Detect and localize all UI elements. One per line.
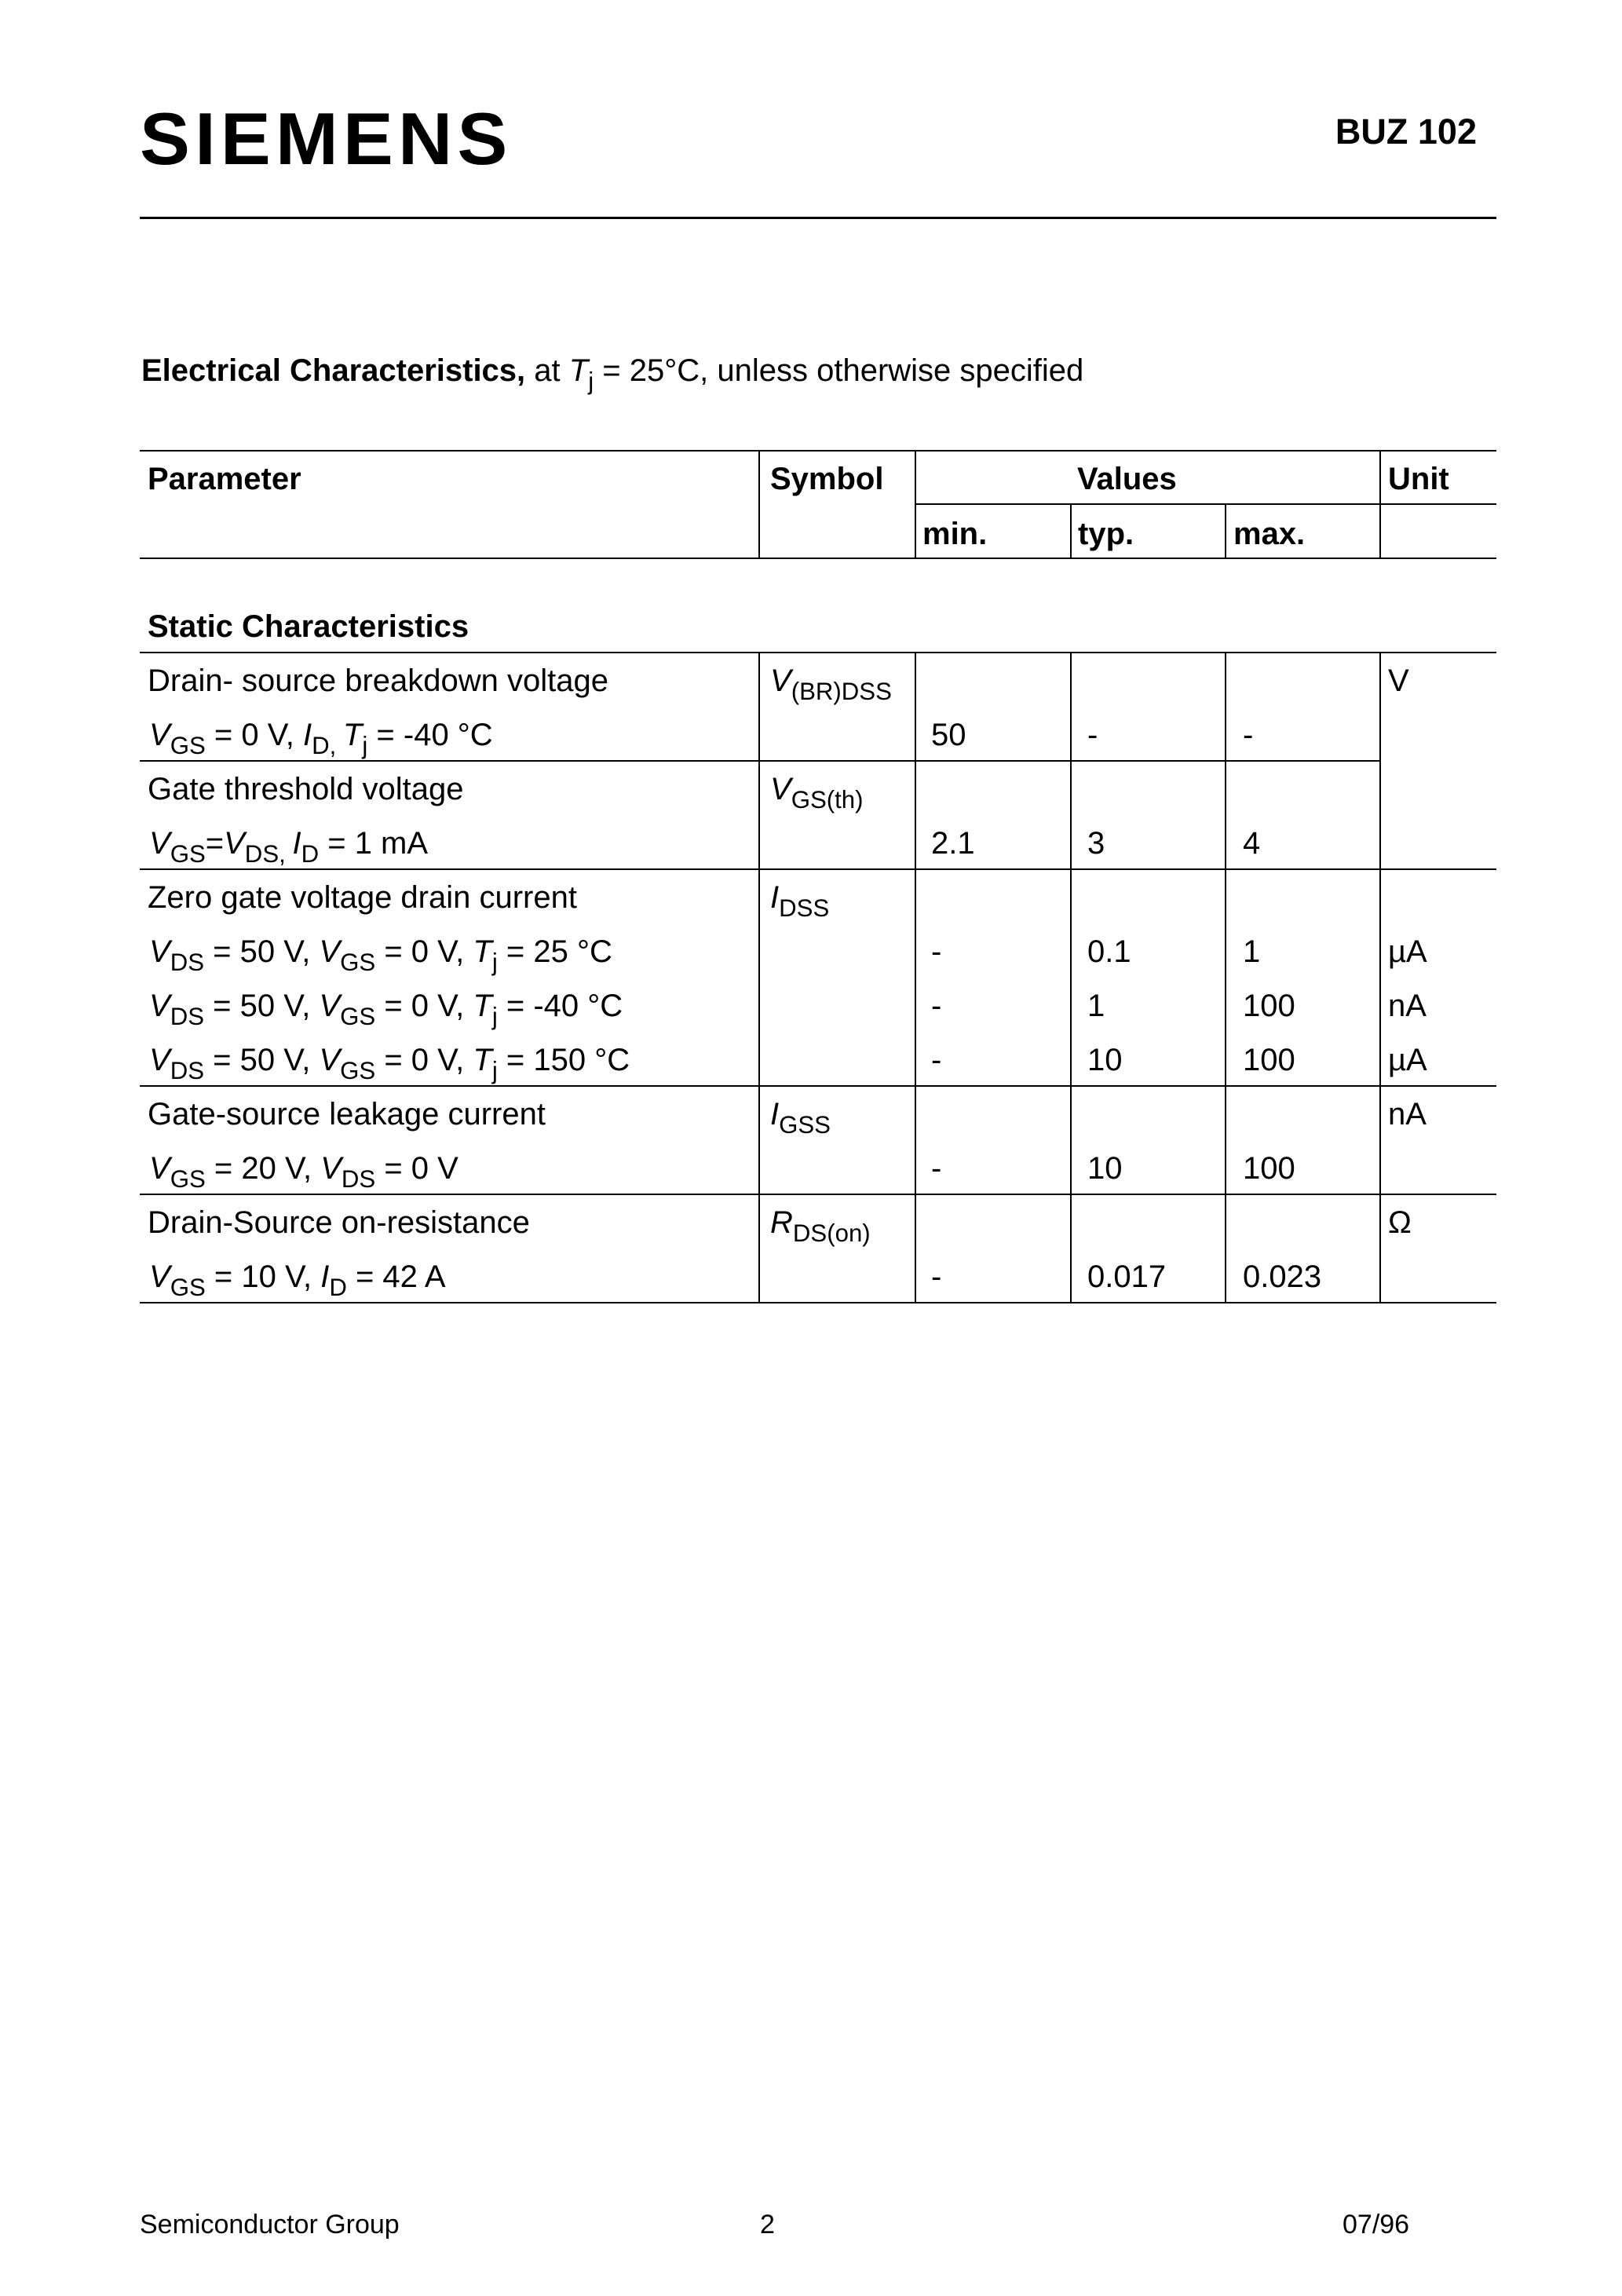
condition-sub: j	[491, 1056, 498, 1084]
unit-column-divider	[1379, 868, 1381, 1085]
condition-text: $V_{GS}=V_{DS,}$ $I_D = 1$ mA	[149, 826, 429, 868]
unit-column-divider	[1379, 1085, 1381, 1194]
values-sub-rule	[915, 503, 1496, 505]
condition-sub: GS	[170, 731, 206, 759]
footer-date: 07/96	[1343, 2210, 1410, 2239]
table-top-rule	[140, 450, 1496, 452]
column-divider	[758, 1085, 760, 1194]
column-divider	[758, 760, 760, 868]
typ-value: 1	[1087, 989, 1105, 1023]
symbol-main: I	[770, 1097, 780, 1132]
condition-var: V	[149, 826, 170, 861]
max-value: 4	[1243, 826, 1261, 861]
symbol-sub: (BR)DSS	[791, 677, 892, 705]
condition-text: $V_{GS} = 20$ V, $V_{DS} = 0$ V	[149, 1151, 458, 1193]
condition-sub: DS	[170, 1056, 205, 1084]
part-number: BUZ 102	[1335, 112, 1477, 152]
condition-var: V	[149, 718, 170, 752]
parameter-name: Drain- source breakdown voltage	[148, 664, 608, 698]
parameter-symbol	[770, 880, 830, 922]
parameter-name: Drain-Source on-resistance	[148, 1205, 530, 1240]
unit-value: µA	[1388, 1043, 1427, 1077]
max-value: 100	[1243, 989, 1295, 1023]
column-divider	[1070, 652, 1072, 760]
unit-value: Ω	[1388, 1205, 1412, 1240]
typ-value: -	[1087, 718, 1098, 752]
condition-sub: j	[362, 731, 368, 759]
parameter-name: Zero gate voltage drain current	[148, 880, 577, 915]
column-divider	[1225, 868, 1226, 1085]
parameter-name: Gate-source leakage current	[148, 1097, 546, 1132]
symbol-sub: GS(th)	[791, 785, 864, 813]
group-bottom-rule	[140, 760, 1381, 762]
condition-var: T	[473, 1043, 492, 1077]
min-value: -	[931, 1151, 942, 1186]
symbol-main: V	[770, 772, 791, 806]
condition-var: V	[319, 989, 341, 1023]
condition-var: T	[473, 989, 492, 1023]
condition-var: V	[149, 934, 170, 969]
column-divider	[758, 1194, 760, 1302]
header-divider-max	[1225, 503, 1226, 558]
unit-value: µA	[1388, 934, 1427, 969]
page-number: 2	[760, 2210, 775, 2239]
max-value: 0.023	[1243, 1260, 1322, 1294]
parameter-name: Gate threshold voltage	[148, 772, 464, 806]
unit-value: nA	[1388, 1097, 1427, 1132]
condition-sub: GS	[340, 1056, 376, 1084]
unit-value: nA	[1388, 989, 1427, 1023]
parameter-symbol	[770, 664, 892, 705]
condition-text: $V_{GS} = 10$ V, $I_D = 42$ A	[149, 1260, 446, 1301]
column-divider	[915, 760, 916, 868]
condition-var: I	[292, 826, 301, 861]
column-divider	[1225, 1085, 1226, 1194]
section-title: Electrical Characteristics,	[141, 353, 526, 388]
symbol-main: R	[770, 1205, 793, 1240]
condition-sub: GS	[340, 1002, 376, 1030]
siemens-logo: SIEMENS	[140, 97, 513, 180]
parameter-symbol	[770, 1205, 871, 1247]
condition-sub: j	[491, 1002, 498, 1030]
column-divider	[915, 1194, 916, 1302]
column-divider	[1225, 760, 1226, 868]
group-bottom-rule	[140, 1302, 1496, 1303]
condition-sub: D	[329, 1273, 347, 1301]
condition-var: V	[149, 989, 170, 1023]
typ-value: 0.017	[1087, 1260, 1167, 1294]
group-bottom-rule	[140, 868, 1496, 870]
column-divider	[1070, 1194, 1072, 1302]
unit-value: V	[1388, 664, 1409, 698]
condition-sub: GS	[170, 1273, 206, 1301]
section-heading	[141, 352, 1084, 395]
column-divider	[1070, 1085, 1072, 1194]
typ-value: 10	[1087, 1151, 1123, 1186]
section-title-sub: j	[588, 367, 594, 395]
header-divider-symbol	[758, 450, 760, 558]
condition-var: V	[319, 1043, 341, 1077]
min-value: -	[931, 989, 942, 1023]
column-divider	[915, 652, 916, 760]
header-typ: typ.	[1078, 517, 1134, 551]
min-value: -	[931, 934, 942, 969]
condition-var: V	[149, 1260, 170, 1294]
column-divider	[1070, 868, 1072, 1085]
typ-value: 10	[1087, 1043, 1123, 1077]
condition-sub: DS	[170, 948, 205, 976]
symbol-sub: GSS	[779, 1110, 831, 1139]
group-bottom-rule	[140, 1085, 1496, 1087]
condition-var: V	[149, 1043, 170, 1077]
column-divider	[1225, 1194, 1226, 1302]
header-values: Values	[1077, 462, 1177, 496]
header-divider-unit	[1379, 450, 1381, 558]
condition-text: $V_{DS} = 50$ V, $V_{GS} = 0$ V, $T_j = 150$ °C	[149, 1043, 630, 1084]
min-value: -	[931, 1043, 942, 1077]
column-divider	[915, 868, 916, 1085]
group-top-rule	[140, 652, 1496, 653]
header-unit: Unit	[1388, 462, 1449, 496]
symbol-sub: DS(on)	[792, 1219, 871, 1247]
min-value: 50	[931, 718, 966, 752]
section-title-at: at	[534, 353, 561, 388]
header-max: max.	[1233, 517, 1306, 551]
condition-var: T	[473, 934, 492, 969]
condition-sub: GS	[340, 948, 376, 976]
group-bottom-rule	[140, 1194, 1496, 1195]
max-value: 100	[1243, 1151, 1295, 1186]
parameter-symbol	[770, 1097, 831, 1139]
symbol-main: I	[770, 880, 780, 915]
condition-var: V	[319, 934, 341, 969]
condition-text: $V_{DS} = 50$ V, $V_{GS} = 0$ V, $T_j = -40$ °C	[149, 989, 623, 1030]
column-divider	[915, 1085, 916, 1194]
symbol-main: V	[770, 664, 791, 698]
footer-left: Semiconductor Group	[140, 2210, 400, 2239]
column-divider	[758, 868, 760, 1085]
header-divider-values	[915, 450, 916, 558]
condition-sub: DS,	[244, 839, 293, 868]
condition-text: $V_{GS} = 0$ V, $I_{D,}$ $T_j = -40$ °C	[149, 718, 493, 759]
header-min: min.	[922, 517, 988, 551]
header-symbol: Symbol	[770, 462, 884, 496]
condition-var: V	[149, 1151, 170, 1186]
min-value: -	[931, 1260, 942, 1294]
parameter-symbol	[770, 772, 864, 813]
condition-var: T	[342, 718, 363, 752]
max-value: 100	[1243, 1043, 1295, 1077]
condition-text: $V_{DS} = 50$ V, $V_{GS} = 0$ V, $T_j = 25$ °C	[149, 934, 612, 976]
min-value: 2.1	[931, 826, 975, 861]
header-divider-typ	[1070, 503, 1072, 558]
condition-var: I	[320, 1260, 330, 1294]
header-bottom-rule	[140, 558, 1496, 559]
condition-sub: D	[301, 839, 320, 868]
unit-column-divider	[1379, 652, 1381, 760]
max-value: -	[1243, 718, 1254, 752]
max-value: 1	[1243, 934, 1261, 969]
condition-sub: GS	[170, 1164, 206, 1193]
unit-column-divider	[1379, 1194, 1381, 1302]
condition-sub: D,	[312, 731, 343, 759]
unit-column-divider	[1379, 760, 1381, 868]
condition-var: V	[320, 1151, 342, 1186]
group-title: Static Characteristics	[148, 609, 469, 644]
column-divider	[1070, 760, 1072, 868]
condition-sub: j	[491, 948, 498, 976]
condition-var: V	[224, 826, 245, 861]
symbol-sub: DSS	[779, 894, 830, 922]
condition-sub: DS	[170, 1002, 205, 1030]
section-title-var: T	[568, 353, 589, 388]
condition-sub: GS	[170, 839, 206, 868]
condition-sub: DS	[341, 1164, 376, 1193]
column-divider	[1225, 652, 1226, 760]
column-divider	[758, 652, 760, 760]
header-parameter: Parameter	[148, 462, 301, 496]
typ-value: 3	[1087, 826, 1105, 861]
header-divider	[140, 217, 1496, 219]
section-title-rest: = 25°C, unless otherwise specified	[602, 353, 1084, 388]
condition-var: I	[302, 718, 312, 752]
typ-value: 0.1	[1087, 934, 1131, 969]
